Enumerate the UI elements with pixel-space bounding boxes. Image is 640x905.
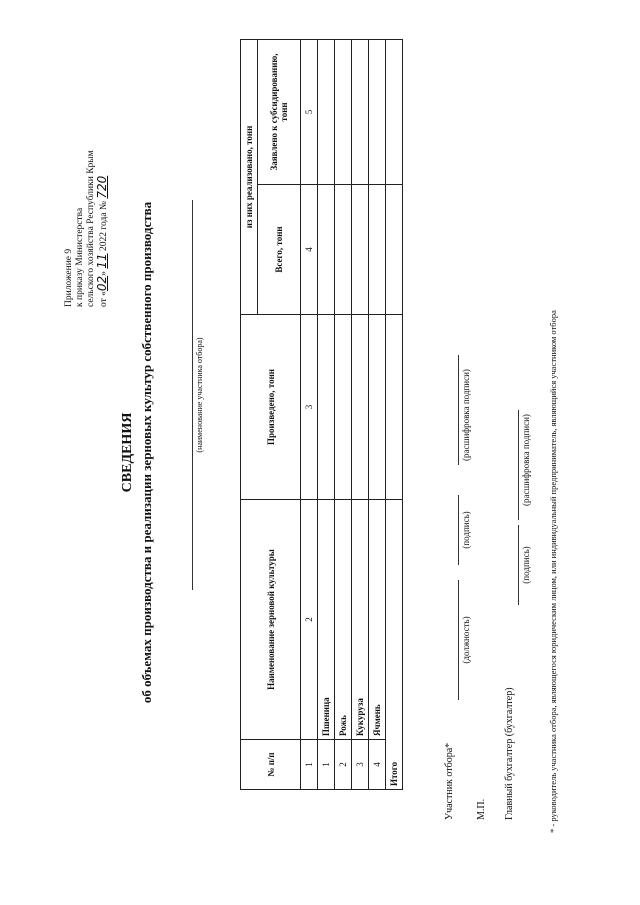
table-row [318,39,335,789]
signature-line [458,495,459,565]
participant-label: Участник отбора* [444,742,455,820]
appendix-month: 11 [95,253,109,269]
table-row [335,39,352,789]
position-caption: (должность) [461,616,471,664]
column-number-row [301,39,318,789]
row-produced [369,315,386,500]
accountant-label: Главный бухгалтер (бухгалтер) [504,687,515,820]
row-total [352,185,369,315]
accountant-decoding-line [518,410,519,520]
row-subsidy [369,39,386,184]
col-number: 4 [301,185,318,315]
appendix-number: 720 [95,175,109,199]
row-num: 4 [369,740,386,790]
col-number: 5 [301,39,318,184]
total-subsidy [386,39,403,184]
total-label: Итого [386,500,403,790]
row-produced [318,315,335,500]
row-num: 1 [318,740,335,790]
row-total [318,185,335,315]
col-number: 2 [301,500,318,740]
accountant-decoding-caption: (расшифровка подписи) [521,414,531,506]
footnote: * - руководитель участника отбора, являющегося юридическим лицом, или индивидуальный предприниматель, являющийся участником отбора [548,310,558,833]
row-subsidy [318,39,335,184]
row-produced [352,315,369,500]
document-title: СВЕДЕНИЯ [120,412,135,493]
header-num: № п/п [241,740,301,790]
document-subtitle: об объемах производства и реализации зерновых культур собственного производства [139,201,154,704]
row-produced [335,315,352,500]
appendix-line-4 [97,150,110,307]
table-row [369,39,386,789]
signature-caption: (подпись) [461,511,471,549]
row-num: 2 [335,740,352,790]
appendix-line-3: сельского хозяйства Республики Крым [86,150,96,307]
row-crop: Ячмень [369,500,386,740]
row-crop: Пшеница [318,500,335,740]
total-produced [386,315,403,500]
accountant-signature-caption: (подпись) [521,546,531,584]
position-line [458,580,459,700]
header-subsidy: Заявлено к субсидированию, тонн [258,39,301,184]
row-crop: Кукуруза [352,500,369,740]
row-total [335,185,352,315]
row-total [369,185,386,315]
org-name-line [192,200,193,590]
row-crop: Рожь [335,500,352,740]
row-subsidy [352,39,369,184]
decoding-caption: (расшифровка подписи) [461,369,471,461]
stamp-label: М.П. [476,798,487,820]
header-total: Всего, тонн [258,185,301,315]
org-name-caption: (наименование участника отбора) [195,337,204,453]
total-row [386,39,403,789]
appendix-date-mid: » [99,268,109,276]
accountant-signature-line [518,525,519,605]
col-number: 1 [301,740,318,790]
header-sold-group: из них реализовано, тонн [241,39,258,314]
header-crop: Наименование зерновой культуры [241,500,301,740]
col-number: 3 [301,315,318,500]
appendix-date-prefix: от « [99,291,109,307]
total-total [386,185,403,315]
appendix-day: 02 [95,275,109,292]
appendix-block [64,150,110,307]
production-table [240,39,403,790]
appendix-year: 2022 года № [99,198,109,254]
row-subsidy [335,39,352,184]
table-row [352,39,369,789]
appendix-line-1: Приложение 9 [64,248,74,307]
decoding-line [458,355,459,465]
appendix-line-2: к приказу Министерства [75,207,85,307]
header-produced: Произведено, тонн [241,315,301,500]
row-num: 3 [352,740,369,790]
